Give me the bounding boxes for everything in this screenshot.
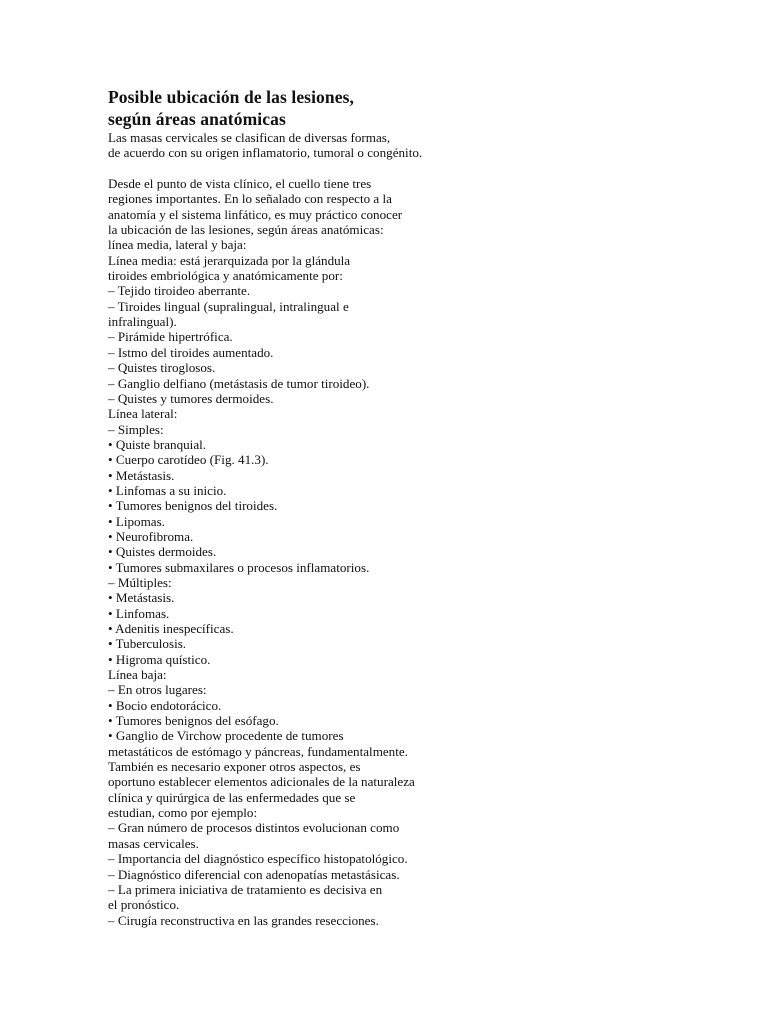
text-line: – Tejido tiroideo aberrante. [108,283,251,299]
text-line: – La primera iniciativa de tratamiento es decisiva en [108,881,383,897]
text-line: el pronóstico. [108,897,180,913]
text-line: • Metástasis. [108,467,175,483]
text-line: • Quiste branquial. [108,436,207,452]
text-line: • Ganglio de Virchow procedente de tumores [108,728,344,744]
text-line: – Gran número de procesos distintos evolucionan como [108,820,400,836]
text-line: • Quistes dermoides. [108,544,217,560]
text-line: Línea lateral: [108,406,178,422]
document-page [108,86,668,928]
title-line: Posible ubicación de las lesiones, [108,87,354,107]
text-line: – Múltiples: [108,574,172,590]
text-line: • Tumores benignos del tiroides. [108,498,278,514]
text-line: Línea media: está jerarquizada por la glándula [108,252,351,268]
text-line: • Linfomas. [108,605,170,621]
text-line: – Quistes y tumores dermoides. [108,390,274,406]
text-line: regiones importantes. En lo señalado con respecto a la [108,191,392,207]
text-line: Línea baja: [108,667,167,683]
text-line: Desde el punto de vista clínico, el cuello tiene tres [108,176,372,192]
text-line: oportuno establecer elementos adicionales de la naturaleza [108,774,415,790]
text-line: Las masas cervicales se clasifican de diversas formas, [108,130,391,145]
text-line: – Pirámide hipertrófica. [108,329,233,345]
text-line: línea media, lateral y baja: [108,237,247,253]
text-line: • Cuerpo carotídeo (Fig. 41.3). [108,452,269,468]
text-line: de acuerdo con su origen inflamatorio, tumoral o congénito. [108,145,423,161]
text-line: infralingual). [108,314,177,330]
text-line: – Tiroides lingual (supralingual, intralingual e [108,298,349,314]
text-line: – Diagnóstico diferencial con adenopatías metastásicas. [108,866,400,882]
text-line: masas cervicales. [108,835,199,851]
text-line: • Higroma quístico. [108,651,211,667]
text-line: metastáticos de estómago y páncreas, fundamentalmente. [108,743,408,759]
text-line: – Ganglio delfiano (metástasis de tumor tiroideo). [108,375,370,391]
text-line: • Neurofibroma. [108,528,194,544]
text-line: • Tumores submaxilares o procesos inflamatorios. [108,559,370,575]
text-line: estudian, como por ejemplo: [108,805,258,821]
text-line: También es necesario exponer otros aspectos, es [108,759,361,775]
text-line: • Metástasis. [108,590,175,606]
text-line: la ubicación de las lesiones, según áreas anatómicas: [108,222,384,238]
text-line: – Quistes tiroglosos. [108,360,216,376]
text-line: • Linfomas a su inicio. [108,482,227,498]
text-line: • Adenitis inespecíficas. [108,621,234,636]
text-line [108,161,668,176]
text-line: – En otros lugares: [108,682,207,698]
page-title [108,86,668,130]
text-line: – Simples: [108,421,164,437]
text-line: tiroides embriológica y anatómicamente por: [108,268,343,284]
text-line: • Tumores benignos del esófago. [108,713,279,729]
text-line: clínica y quirúrgica de las enfermedades que se [108,789,356,805]
text-line: – Istmo del tiroides aumentado. [108,344,274,360]
text-line: – Cirugía reconstructiva en las grandes resecciones. [108,912,379,928]
text-line: – Importancia del diagnóstico específico histopatológico. [108,851,408,867]
title-line: según áreas anatómicas [108,109,286,129]
text-line: anatomía y el sistema linfático, es muy práctico conocer [108,206,403,222]
body-text [108,130,668,928]
text-line: • Tuberculosis. [108,636,187,652]
text-line: • Bocio endotorácico. [108,697,222,713]
text-line: • Lipomas. [108,513,165,529]
